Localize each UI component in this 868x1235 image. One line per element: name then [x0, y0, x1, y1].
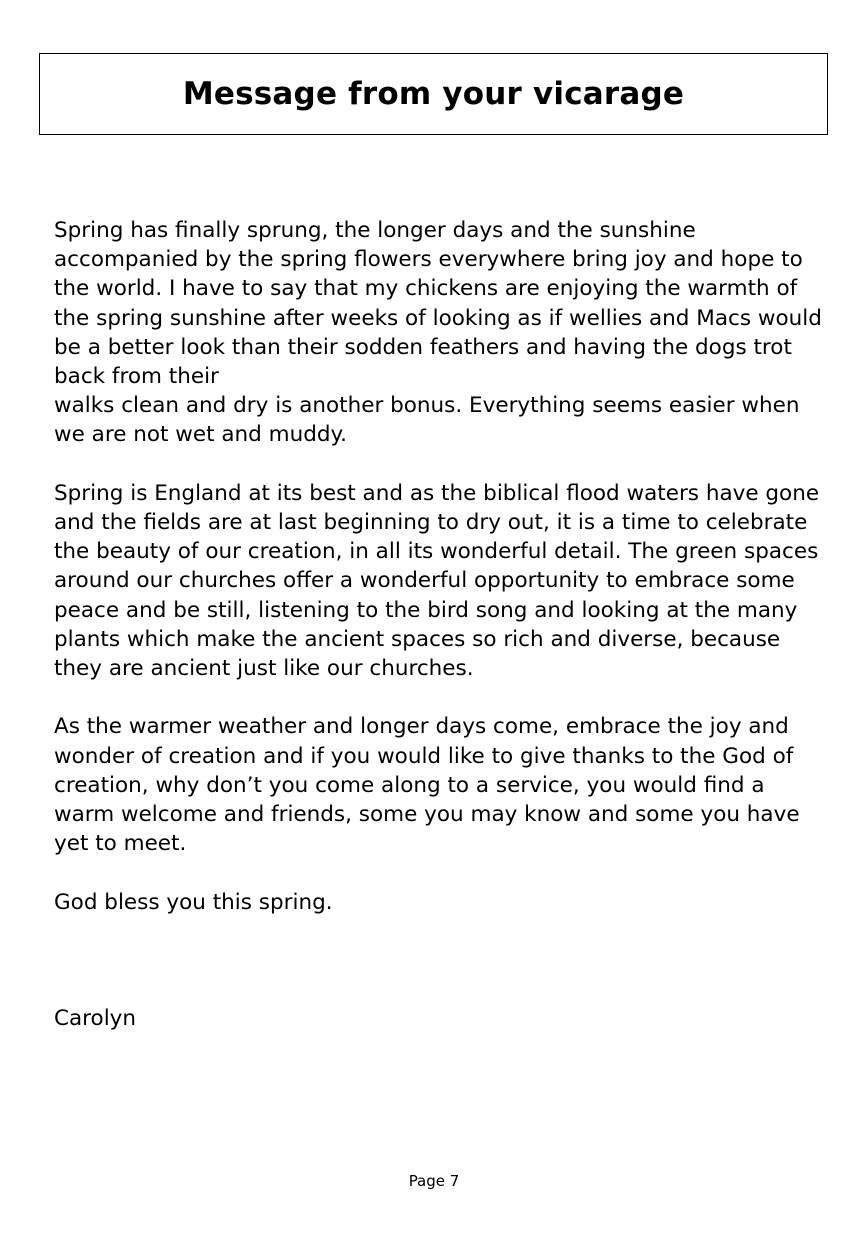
- paragraph-1-line-2: walks clean and dry is another bonus. Everything seems easier when we are not wet and muddy.: [54, 393, 800, 448]
- paragraph-spacer: [54, 683, 824, 712]
- signature: Carolyn: [54, 1006, 137, 1032]
- page-title: Message from your vicarage: [182, 76, 685, 112]
- paragraph-3: As the warmer weather and longer days come, embrace the joy and wonder of creation and if you would like to give thanks to the God of creation, why don’t you come along to a service, you would find a warm welcome and friends, some you may know and some you have yet to meet.: [54, 714, 800, 857]
- paragraph-spacer: [54, 858, 824, 887]
- paragraph-spacer: [54, 450, 824, 479]
- blessing: God bless you this spring.: [54, 889, 333, 915]
- letter-body: [54, 216, 824, 1034]
- title-box: [39, 53, 828, 135]
- page-number: Page 7: [408, 1172, 460, 1190]
- signature-spacer: [54, 917, 824, 1005]
- paragraph-1-line-1: Spring has finally sprung, the longer days and the sunshine accompanied by the spring flowers everywhere bring joy and hope to the world. I have to say that my chickens are enjoying the warmth of the spring sunshine after weeks of looking as if wellies and Macs would be a better look than their sodden feathers and having the dogs trot back from their: [54, 218, 822, 390]
- paragraph-2: Spring is England at its best and as the biblical flood waters have gone and the fields are at last beginning to dry out, it is a time to celebrate the beauty of our creation, in all its wonderful detail. The green spaces around our churches offer a wonderful opportunity to embrace some peace and be still, listening to the bird song and looking at the many plants which make the ancient spaces so rich and diverse, because they are ancient just like our churches.: [54, 480, 820, 682]
